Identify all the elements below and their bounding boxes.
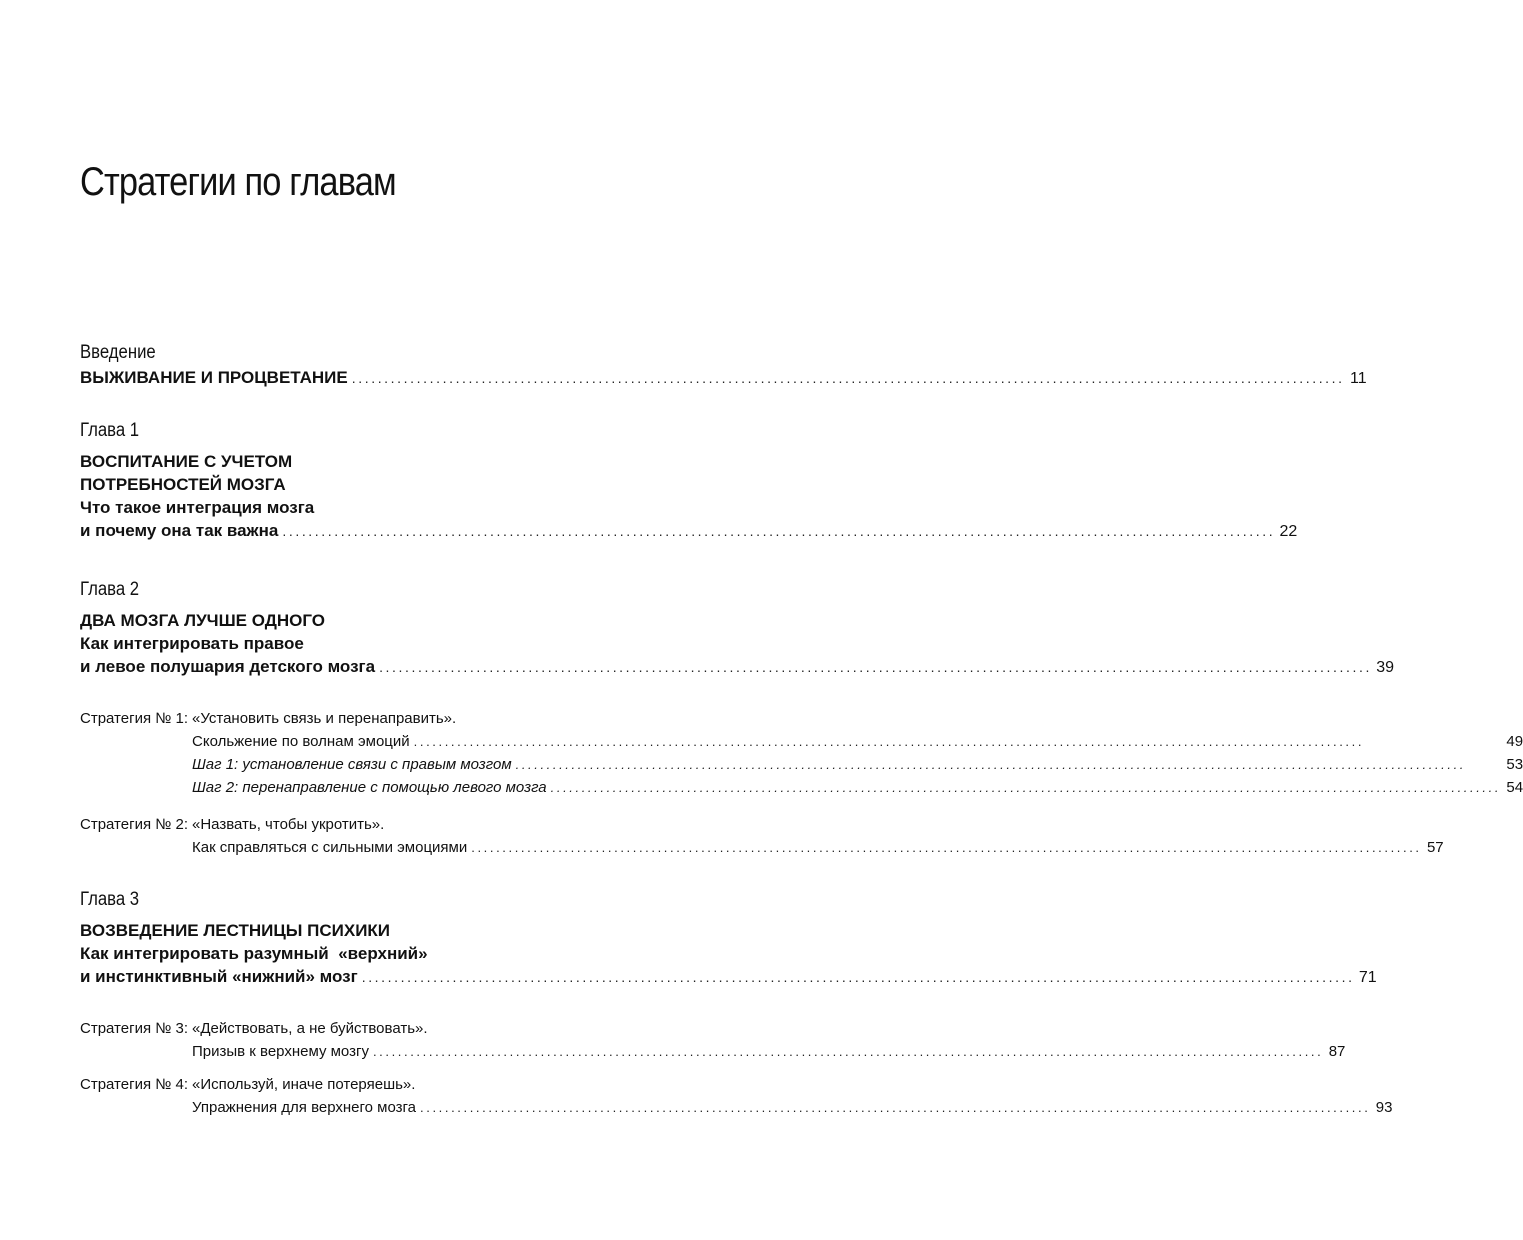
toc-entry-chapter2[interactable] xyxy=(80,655,1394,679)
page-number: 71 xyxy=(1358,969,1377,986)
toc-entry-strategy-2-row-1[interactable] xyxy=(192,836,1444,859)
page-number: 57 xyxy=(1426,839,1444,856)
dot-leader xyxy=(551,776,1501,799)
chapter2-title-line1: ДВА МОЗГА ЛУЧШЕ ОДНОГО xyxy=(80,611,325,630)
chapter1-subtitle-line2: и почему она так важна xyxy=(80,521,279,540)
chapter2-subtitle-line1: Как интегрировать правое xyxy=(80,634,304,653)
entry-text: Шаг 1: установление связи с правым мозгом xyxy=(192,756,512,773)
toc-entry-strategy-4-row-1[interactable] xyxy=(192,1096,1392,1119)
toc-entry-strategy-1-row-1[interactable] xyxy=(192,730,1523,753)
table-of-contents xyxy=(80,340,1523,1119)
chapter1-subtitle-line1: Что такое интеграция мозга xyxy=(80,498,315,517)
strategy-3 xyxy=(80,1017,1346,1063)
page-number: 11 xyxy=(1350,370,1367,387)
entry-text: Как справляться с сильными эмоциями xyxy=(192,839,468,856)
strategy-heading: «Назвать, чтобы укротить». xyxy=(192,816,385,833)
entry-text: Упражнения для верхнего мозга xyxy=(192,1099,417,1116)
chapter2-subtitle-line2: и левое полушария детского мозга xyxy=(80,657,376,676)
strategy-heading: «Действовать, а не буйствовать». xyxy=(192,1020,428,1037)
dot-leader xyxy=(362,966,1355,989)
strategy-label: Стратегия № 3: xyxy=(80,1020,189,1037)
page-number: 49 xyxy=(1506,733,1523,750)
dot-leader xyxy=(282,520,1275,543)
dot-leader xyxy=(420,1096,1370,1119)
chapter2-label: Глава 2 xyxy=(80,579,140,600)
toc-entry-strategy-3-row-1[interactable] xyxy=(192,1040,1345,1063)
dot-leader xyxy=(379,656,1372,679)
strategy-heading: «Установить связь и перенаправить». xyxy=(192,710,457,727)
strategy-4 xyxy=(80,1073,1393,1119)
page-number: 39 xyxy=(1376,659,1394,676)
intro-title: ВЫЖИВАНИЕ И ПРОЦВЕТАНИЕ xyxy=(80,368,348,387)
chapter1-title-line1: ВОСПИТАНИЕ С УЧЕТОМ xyxy=(80,452,293,471)
page-number: 87 xyxy=(1328,1043,1346,1060)
chapter1-label: Глава 1 xyxy=(80,420,140,441)
chapter3-subtitle-line1: Как интегрировать разумный «верхний» xyxy=(80,944,428,963)
strategy-label: Стратегия № 1: xyxy=(80,710,189,727)
entry-text: Скольжение по волнам эмоций xyxy=(192,733,410,750)
toc-entry-chapter1[interactable] xyxy=(80,519,1298,543)
toc-entry-intro[interactable] xyxy=(80,366,1367,390)
strategy-label: Стратегия № 4: xyxy=(80,1076,189,1093)
dot-leader xyxy=(414,730,1501,753)
page-number: 93 xyxy=(1375,1099,1393,1116)
dot-leader xyxy=(471,836,1421,859)
chapter3-title-line1: ВОЗВЕДЕНИЕ ЛЕСТНИЦЫ ПСИХИКИ xyxy=(80,921,391,940)
page-title: Стратегии по главам xyxy=(80,160,396,204)
page-number: 22 xyxy=(1279,523,1298,540)
strategy-label: Стратегия № 2: xyxy=(80,816,189,833)
toc-entry-strategy-1-row-2[interactable] xyxy=(192,753,1523,776)
strategy-heading: «Используй, иначе потеряешь». xyxy=(192,1076,416,1093)
chapter3-label: Глава 3 xyxy=(80,889,140,910)
toc-entry-strategy-1-row-3[interactable] xyxy=(192,776,1523,799)
entry-text: Шаг 2: перенаправление с помощью левого мозга xyxy=(192,779,547,796)
strategy-2 xyxy=(80,813,1444,859)
dot-leader xyxy=(516,753,1501,776)
chapter3-subtitle-line2: и инстинктивный «нижний» мозг xyxy=(80,967,358,986)
dot-leader xyxy=(352,367,1345,390)
strategy-1 xyxy=(80,707,1523,799)
page-number: 54 xyxy=(1506,779,1523,796)
chapter1-title-line2: ПОТРЕБНОСТЕЙ МОЗГА xyxy=(80,475,286,494)
dot-leader xyxy=(373,1040,1323,1063)
entry-text: Призыв к верхнему мозгу xyxy=(192,1043,369,1060)
toc-entry-chapter3[interactable] xyxy=(80,965,1377,989)
page-number: 53 xyxy=(1506,756,1523,773)
intro-label: Введение xyxy=(80,342,156,363)
